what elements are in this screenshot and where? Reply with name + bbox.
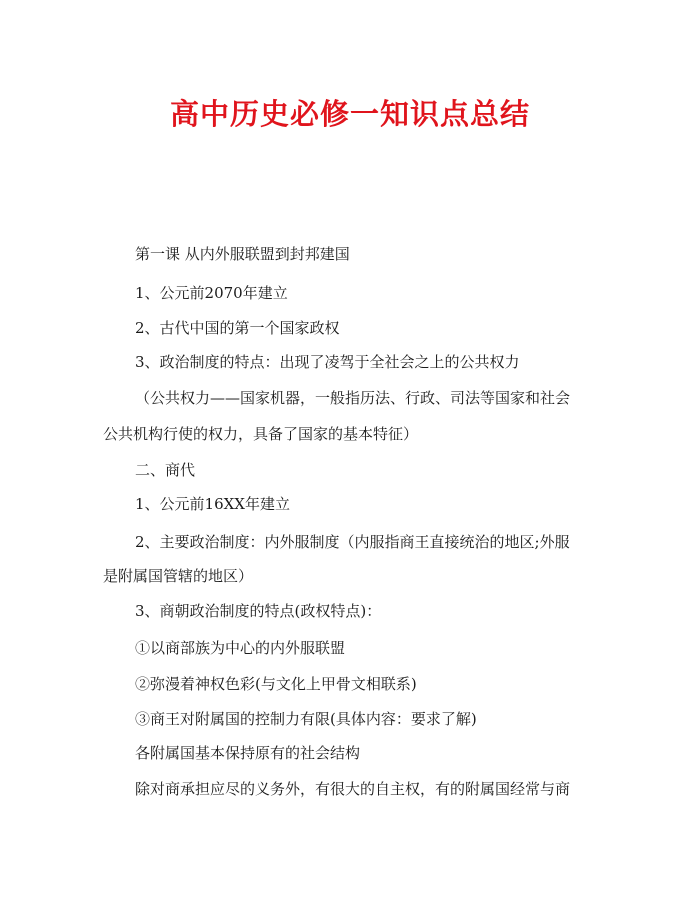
body-line: 2、主要政治制度：内外服制度（内服指商王直接统治的地区;外服 [135,533,570,551]
body-line: （公共权力——国家机器，一般指历法、行政、司法等国家和社会 [135,389,571,407]
body-line: 二、商代 [135,461,196,479]
body-line: ①以商部族为中心的内外服联盟 [135,639,346,657]
body-line: 除对商承担应尽的义务外，有很大的自主权，有的附属国经常与商 [135,780,571,798]
body-line: 1、公元前16XX年建立 [135,495,290,513]
body-line: 3、政治制度的特点：出现了凌驾于全社会之上的公共权力 [135,353,520,371]
body-line: 公共机构行使的权力，具备了国家的基本特征） [103,425,419,443]
body-line: 第一课 从内外服联盟到封邦建国 [135,245,350,263]
body-line: 3、商朝政治制度的特点(政权特点)： [135,602,382,620]
body-line: ②弥漫着神权色彩(与文化上甲骨文相联系) [135,675,417,693]
body-line: 各附属国基本保持原有的社会结构 [135,744,361,762]
body-line: 是附属国管辖的地区） [103,567,254,585]
body-line: 1、公元前2070年建立 [135,284,288,302]
body-line: ③商王对附属国的控制力有限(具体内容：要求了解) [135,710,477,728]
document-title: 高中历史必修一知识点总结 [169,97,530,131]
body-line: 2、古代中国的第一个国家政权 [135,319,340,337]
